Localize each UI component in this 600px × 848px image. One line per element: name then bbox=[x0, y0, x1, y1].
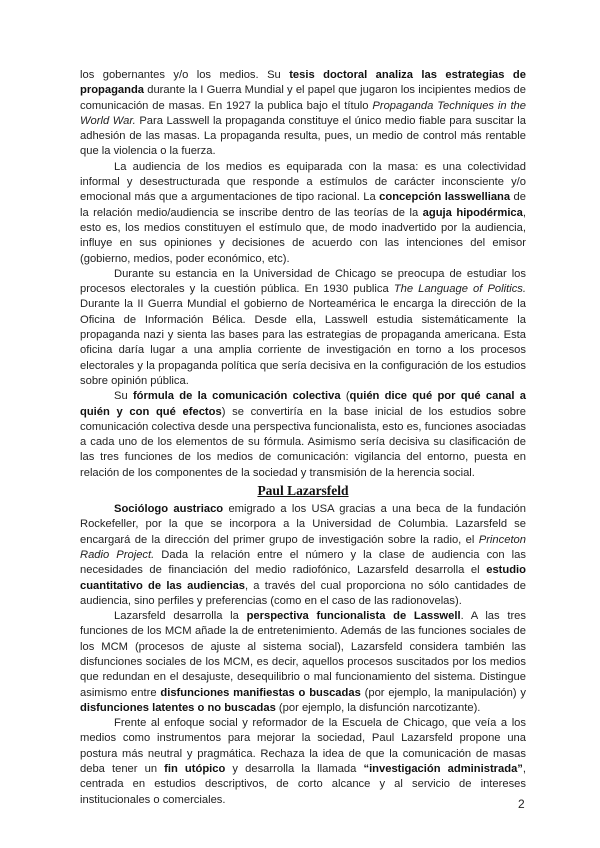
bold-phrase: concepción lasswelliana bbox=[379, 191, 511, 204]
bold-phrase: estudio cuantitativo de las audiencias bbox=[80, 564, 526, 592]
bold-phrase: tesis doctoral analiza las estrategias de propaganda bbox=[80, 69, 526, 97]
bold-phrase: fórmula de la comunicación colectiva bbox=[132, 390, 341, 403]
text-run: Su bbox=[114, 390, 133, 403]
bold-phrase: disfunciones latentes o no buscadas bbox=[80, 701, 276, 714]
paragraph-formula bbox=[80, 389, 526, 481]
bold-phrase: quién dice qué por qué canal a quién y con qué efectos bbox=[80, 390, 526, 418]
text-run: durante la I Guerra Mundial y el papel que jugaron los incipientes medios de comunicación de masas. En 1927 la publica bajo el título bbox=[80, 84, 526, 112]
section-heading-lazarsfeld: Paul Lazarsfeld bbox=[257, 483, 349, 499]
text-run: ) se convertiría en la base inicial de los estudios sobre comunicación colectiva desde una perspectiva funcionalista, esto es, funciones asociadas a cada uno de los elementos de su fórmula. Asimismo sería decisiva su clasificación de las tres funciones de los medios de comunicación: vigilancia del entorno, puesta en relación de los componentes de la sociedad y transmisión de la herencia social. bbox=[80, 405, 526, 479]
text-run: , esto es, los medios constituyen el estímulo que, de modo inadvertido por la audiencia, influye en sus opiniones y decisiones de acuerdo con las intenciones del emisor (gobierno, medios, poder económico, etc). bbox=[80, 206, 526, 265]
text-run: La audiencia de los medios es equiparada con la masa: es una colectividad informal y desestructurada que responde a estímulos de carácter inconsciente y/o emocional más que a argumentaciones de tipo racional. La bbox=[80, 160, 526, 204]
text-run: Lazarsfeld desarrolla la bbox=[114, 610, 247, 623]
text-run: Dada la relación entre el número y la clase de audiencia con las necesidades de financiación del medio radiofónico, Lazarsfeld desarrolla el bbox=[80, 548, 526, 577]
text-run: Durante la II Guerra Mundial el gobierno de Norteamérica le encarga la dirección de la Oficina de Información Bélica. Desde ella, Lasswell estudia sistemáticamente la propaganda nazi y sienta las bases para las estrategias de propaganda americana. Esta oficina daría lugar a una amplia corriente de investigación en torno a los procesos electorales y la propaganda política que sería decisiva en la configuración de los estudios sobre opinión pública. bbox=[80, 298, 526, 387]
text-run: (por ejemplo, la disfunción narcotizante). bbox=[275, 701, 481, 714]
book-title: The Language of Politics. bbox=[393, 283, 526, 296]
text-run: Para Lasswell la propaganda constituye el único medio fiable para suscitar la adhesión de las masas. La propaganda resulta, pues, un medio de control más rentable que la violencia o la fuerza. bbox=[80, 114, 526, 158]
text-run: y desarrolla la llamada bbox=[225, 763, 364, 776]
text-run: Frente al enfoque social y reformador de la Escuela de Chicago, que veía a los medios como instrumentos para mejorar la sociedad, Paul Lazarsfeld propone una postura más neutral y pragmática. Rechaza la idea de que la comunicación de masas deba tener un bbox=[80, 717, 526, 776]
paragraph-lasswell-thesis bbox=[80, 68, 526, 160]
paragraph-audience bbox=[80, 160, 526, 267]
text-run: , centrada en estudios descriptivos, de corto alcance y al servicio de intereses institucionales o comerciales. bbox=[80, 763, 526, 806]
paragraph-administrative-research bbox=[80, 716, 526, 808]
bold-phrase: fin utópico bbox=[164, 763, 226, 776]
bold-phrase: Sociólogo austriaco bbox=[114, 503, 224, 516]
bold-phrase: aguja hipodérmica bbox=[422, 206, 523, 219]
text-run: (por ejemplo, la manipulación) y bbox=[360, 686, 526, 699]
paragraph-chicago bbox=[80, 267, 526, 389]
document-page bbox=[80, 68, 526, 808]
book-title: Propaganda Techniques in the World War. bbox=[80, 99, 526, 127]
bold-phrase: disfunciones manifiestas o buscadas bbox=[160, 686, 361, 699]
bold-phrase: perspectiva funcionalista de Lasswell bbox=[246, 610, 461, 623]
project-title: Princeton Radio Project. bbox=[80, 533, 526, 561]
page-number: 2 bbox=[518, 797, 525, 811]
text-run: ( bbox=[340, 390, 350, 403]
paragraph-functionalism bbox=[80, 609, 526, 716]
text-run: Durante su estancia en la Universidad de Chicago se preocupa de estudiar los procesos electorales y la cuestión pública. En 1930 publica bbox=[80, 267, 526, 296]
text-run: los gobernantes y/o los medios. Su bbox=[80, 69, 290, 81]
text-run: , a través del cual proporciona no sólo cantidades de audiencia, sino perfiles y preferencias (como en el caso de las radionovelas). bbox=[80, 579, 526, 607]
text-run: emigrado a los USA gracias a una beca de la fundación Rockefeller, por la que se incorpora a la Universidad de Columbia. Lazarsfeld se encargará de la dirección del primer grupo de investigación sobre la radio, el bbox=[80, 503, 526, 546]
paragraph-lazarsfeld-bio bbox=[80, 502, 526, 609]
bold-phrase: “investigación administrada” bbox=[363, 763, 523, 776]
text-run: . A las tres funciones de los MCM añade la de entretenimiento. Además de las funciones sociales de los MCM (procesos de ajuste al sistema social), Lazarsfeld considera también las disfunciones sociales de los MCM, es decir, aquellos procesos suscitados por los medios que redundan en el desajuste, desequilibrio o mal funcionamiento del sistema. Distingue asimismo entre bbox=[80, 610, 526, 699]
text-run: de la relación medio/audiencia se inscribe dentro de las teorías de la bbox=[80, 191, 526, 219]
